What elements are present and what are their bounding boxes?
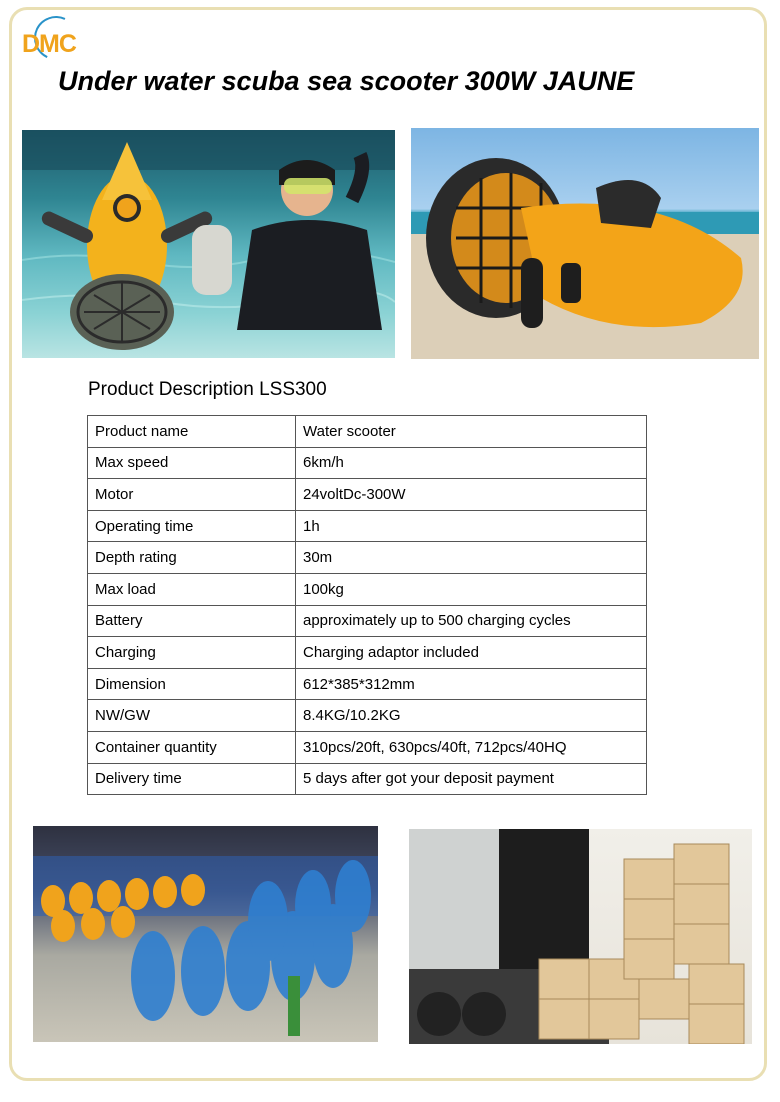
photo-container-loading: [409, 829, 752, 1044]
spec-label: Max speed: [88, 447, 296, 479]
spec-value: 5 days after got your deposit payment: [296, 763, 647, 795]
photo-scooter-on-beach: [411, 128, 759, 359]
spec-value: 612*385*312mm: [296, 668, 647, 700]
spec-label: Battery: [88, 605, 296, 637]
spec-label: Product name: [88, 416, 296, 448]
spec-row: [88, 668, 647, 700]
spec-label: Max load: [88, 573, 296, 605]
spec-label: NW/GW: [88, 700, 296, 732]
spec-label: Operating time: [88, 510, 296, 542]
spec-label: Dimension: [88, 668, 296, 700]
page-title: Under water scuba sea scooter 300W JAUNE: [58, 66, 635, 96]
company-logo: DMC: [22, 14, 94, 70]
spec-row: [88, 731, 647, 763]
spec-row: [88, 637, 647, 669]
spec-label: Charging: [88, 637, 296, 669]
spec-value: Water scooter: [296, 416, 647, 448]
spec-row: [88, 605, 647, 637]
spec-row: [88, 510, 647, 542]
spec-value: Charging adaptor included: [296, 637, 647, 669]
spec-row: [88, 542, 647, 574]
spec-table: [87, 415, 647, 795]
spec-row: [88, 479, 647, 511]
spec-value: approximately up to 500 charging cycles: [296, 605, 647, 637]
spec-label: Delivery time: [88, 763, 296, 795]
spec-row: [88, 763, 647, 795]
spec-row: [88, 447, 647, 479]
spec-row: [88, 700, 647, 732]
spec-value: 100kg: [296, 573, 647, 605]
spec-value: 30m: [296, 542, 647, 574]
spec-value: 310pcs/20ft, 630pcs/40ft, 712pcs/40HQ: [296, 731, 647, 763]
spec-row: [88, 416, 647, 448]
photo-diver-with-scooter: [22, 130, 395, 358]
spec-value: 6km/h: [296, 447, 647, 479]
spec-label: Depth rating: [88, 542, 296, 574]
spec-label: Motor: [88, 479, 296, 511]
photo-warehouse-stock: [33, 826, 378, 1042]
spec-value: 24voltDc-300W: [296, 479, 647, 511]
spec-value: 8.4KG/10.2KG: [296, 700, 647, 732]
spec-label: Container quantity: [88, 731, 296, 763]
spec-row: [88, 573, 647, 605]
product-description-heading: Product Description LSS300: [88, 379, 327, 400]
spec-value: 1h: [296, 510, 647, 542]
